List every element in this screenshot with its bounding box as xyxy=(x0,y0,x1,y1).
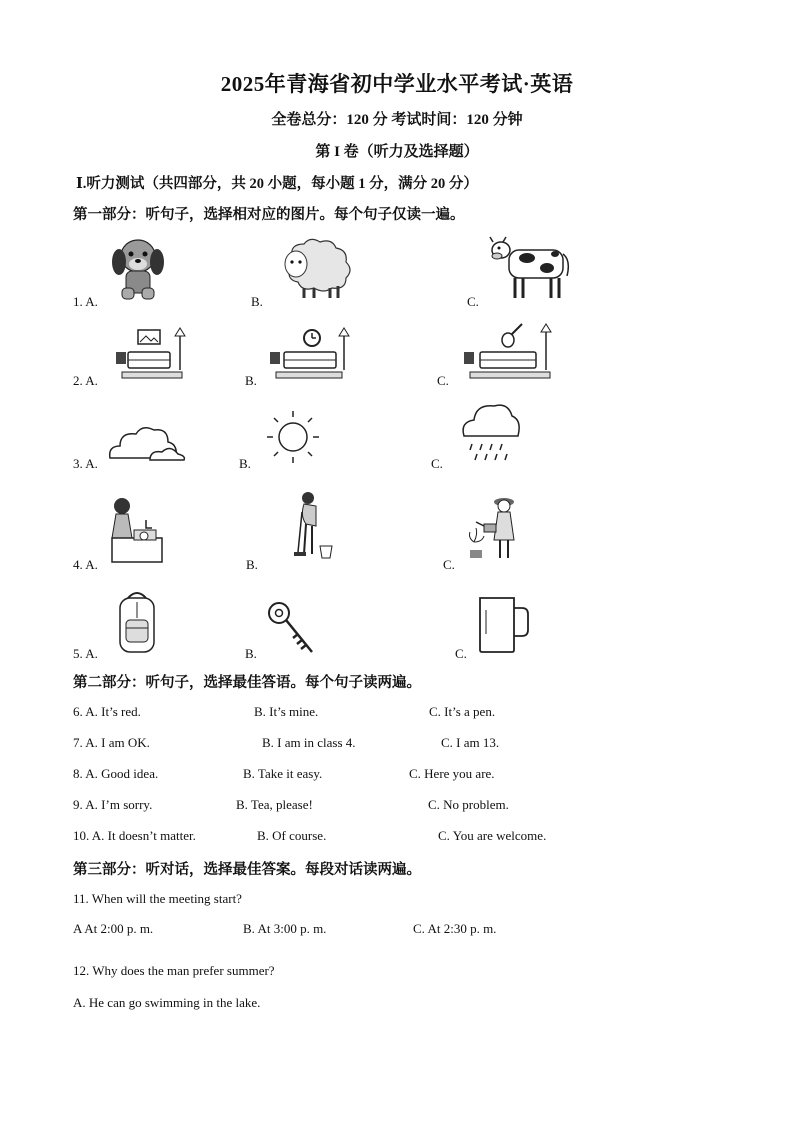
living-room-clock-icon xyxy=(266,326,354,382)
q9-option-c: C. No problem. xyxy=(428,797,509,812)
washing-dishes-icon xyxy=(108,494,164,564)
q3-label: 3. A. xyxy=(73,456,98,471)
q2-label: 2. A. xyxy=(73,373,98,388)
cow-icon xyxy=(489,234,573,302)
cup-icon xyxy=(476,594,532,654)
sunny-icon xyxy=(264,408,322,466)
q4-option-b-label: B. xyxy=(246,557,258,572)
q9-option-a: 9. A. I’m sorry. xyxy=(73,797,153,812)
q5-label: 5. A. xyxy=(73,646,98,661)
q1-option-c-label: C. xyxy=(467,294,479,309)
sheep-icon xyxy=(274,236,356,300)
watering-plants-icon xyxy=(466,494,522,562)
mopping-floor-icon xyxy=(294,490,336,562)
q11-stem: 11. When will the meeting start? xyxy=(73,891,242,906)
q10-option-b: B. Of course. xyxy=(257,828,327,843)
q4-label: 4. A. xyxy=(73,557,98,572)
volume-heading: 第 I 卷（听力及选择题） xyxy=(315,144,479,160)
q9-option-b: B. Tea, please! xyxy=(236,797,313,812)
backpack-icon xyxy=(116,590,158,654)
part1-heading: 第一部分：听句子，选择相对应的图片。每个句子仅读一遍。 xyxy=(73,207,465,223)
q5-option-b-label: B. xyxy=(245,646,257,661)
q2-option-b-label: B. xyxy=(245,373,257,388)
q7-option-a: 7. A. I am OK. xyxy=(73,735,150,750)
key-icon xyxy=(266,600,316,656)
q3-option-c-label: C. xyxy=(431,456,443,471)
q6-option-b: B. It’s mine. xyxy=(254,704,319,719)
q8-option-b: B. Take it easy. xyxy=(243,766,323,781)
q8-option-c: C. Here you are. xyxy=(409,766,495,781)
q1-label: 1. A. xyxy=(73,294,98,309)
exam-meta: 全卷总分：120 分 考试时间：120 分钟 xyxy=(271,112,523,128)
q8-option-a: 8. A. Good idea. xyxy=(73,766,159,781)
q11-option-b: B. At 3:00 p. m. xyxy=(243,921,327,936)
q12-stem: 12. Why does the man prefer summer? xyxy=(73,963,275,978)
q7-option-b: B. I am in class 4. xyxy=(262,735,356,750)
q1-option-b-label: B. xyxy=(251,294,263,309)
q5-option-c-label: C. xyxy=(455,646,467,661)
rainy-icon xyxy=(460,400,522,466)
page-title: 2025年青海省初中学业水平考试·英语 xyxy=(220,72,574,96)
section-heading: Ⅰ.听力测试（共四部分，共 20 小题，每小题 1 分，满分 20 分） xyxy=(76,176,478,192)
q2-option-c-label: C. xyxy=(437,373,449,388)
q3-option-b-label: B. xyxy=(239,456,251,471)
living-room-guitar-icon xyxy=(460,322,554,382)
q11-option-c: C. At 2:30 p. m. xyxy=(413,921,497,936)
q6-option-c: C. It’s a pen. xyxy=(429,704,496,719)
part2-heading: 第二部分：听句子，选择最佳答语。每个句子读两遍。 xyxy=(73,675,421,691)
q10-option-c: C. You are welcome. xyxy=(438,828,547,843)
q12-option-a: A. He can go swimming in the lake. xyxy=(73,995,261,1010)
dog-icon xyxy=(106,234,170,302)
q7-option-c: C. I am 13. xyxy=(441,735,500,750)
living-room-picture-icon xyxy=(112,326,188,382)
q6-option-a: 6. A. It’s red. xyxy=(73,704,141,719)
part3-heading: 第三部分：听对话，选择最佳答案。每段对话读两遍。 xyxy=(73,862,421,878)
q4-option-c-label: C. xyxy=(443,557,455,572)
q11-option-a: A At 2:00 p. m. xyxy=(73,921,154,936)
q10-option-a: 10. A. It doesn’t matter. xyxy=(73,828,196,843)
cloudy-icon xyxy=(106,418,186,464)
